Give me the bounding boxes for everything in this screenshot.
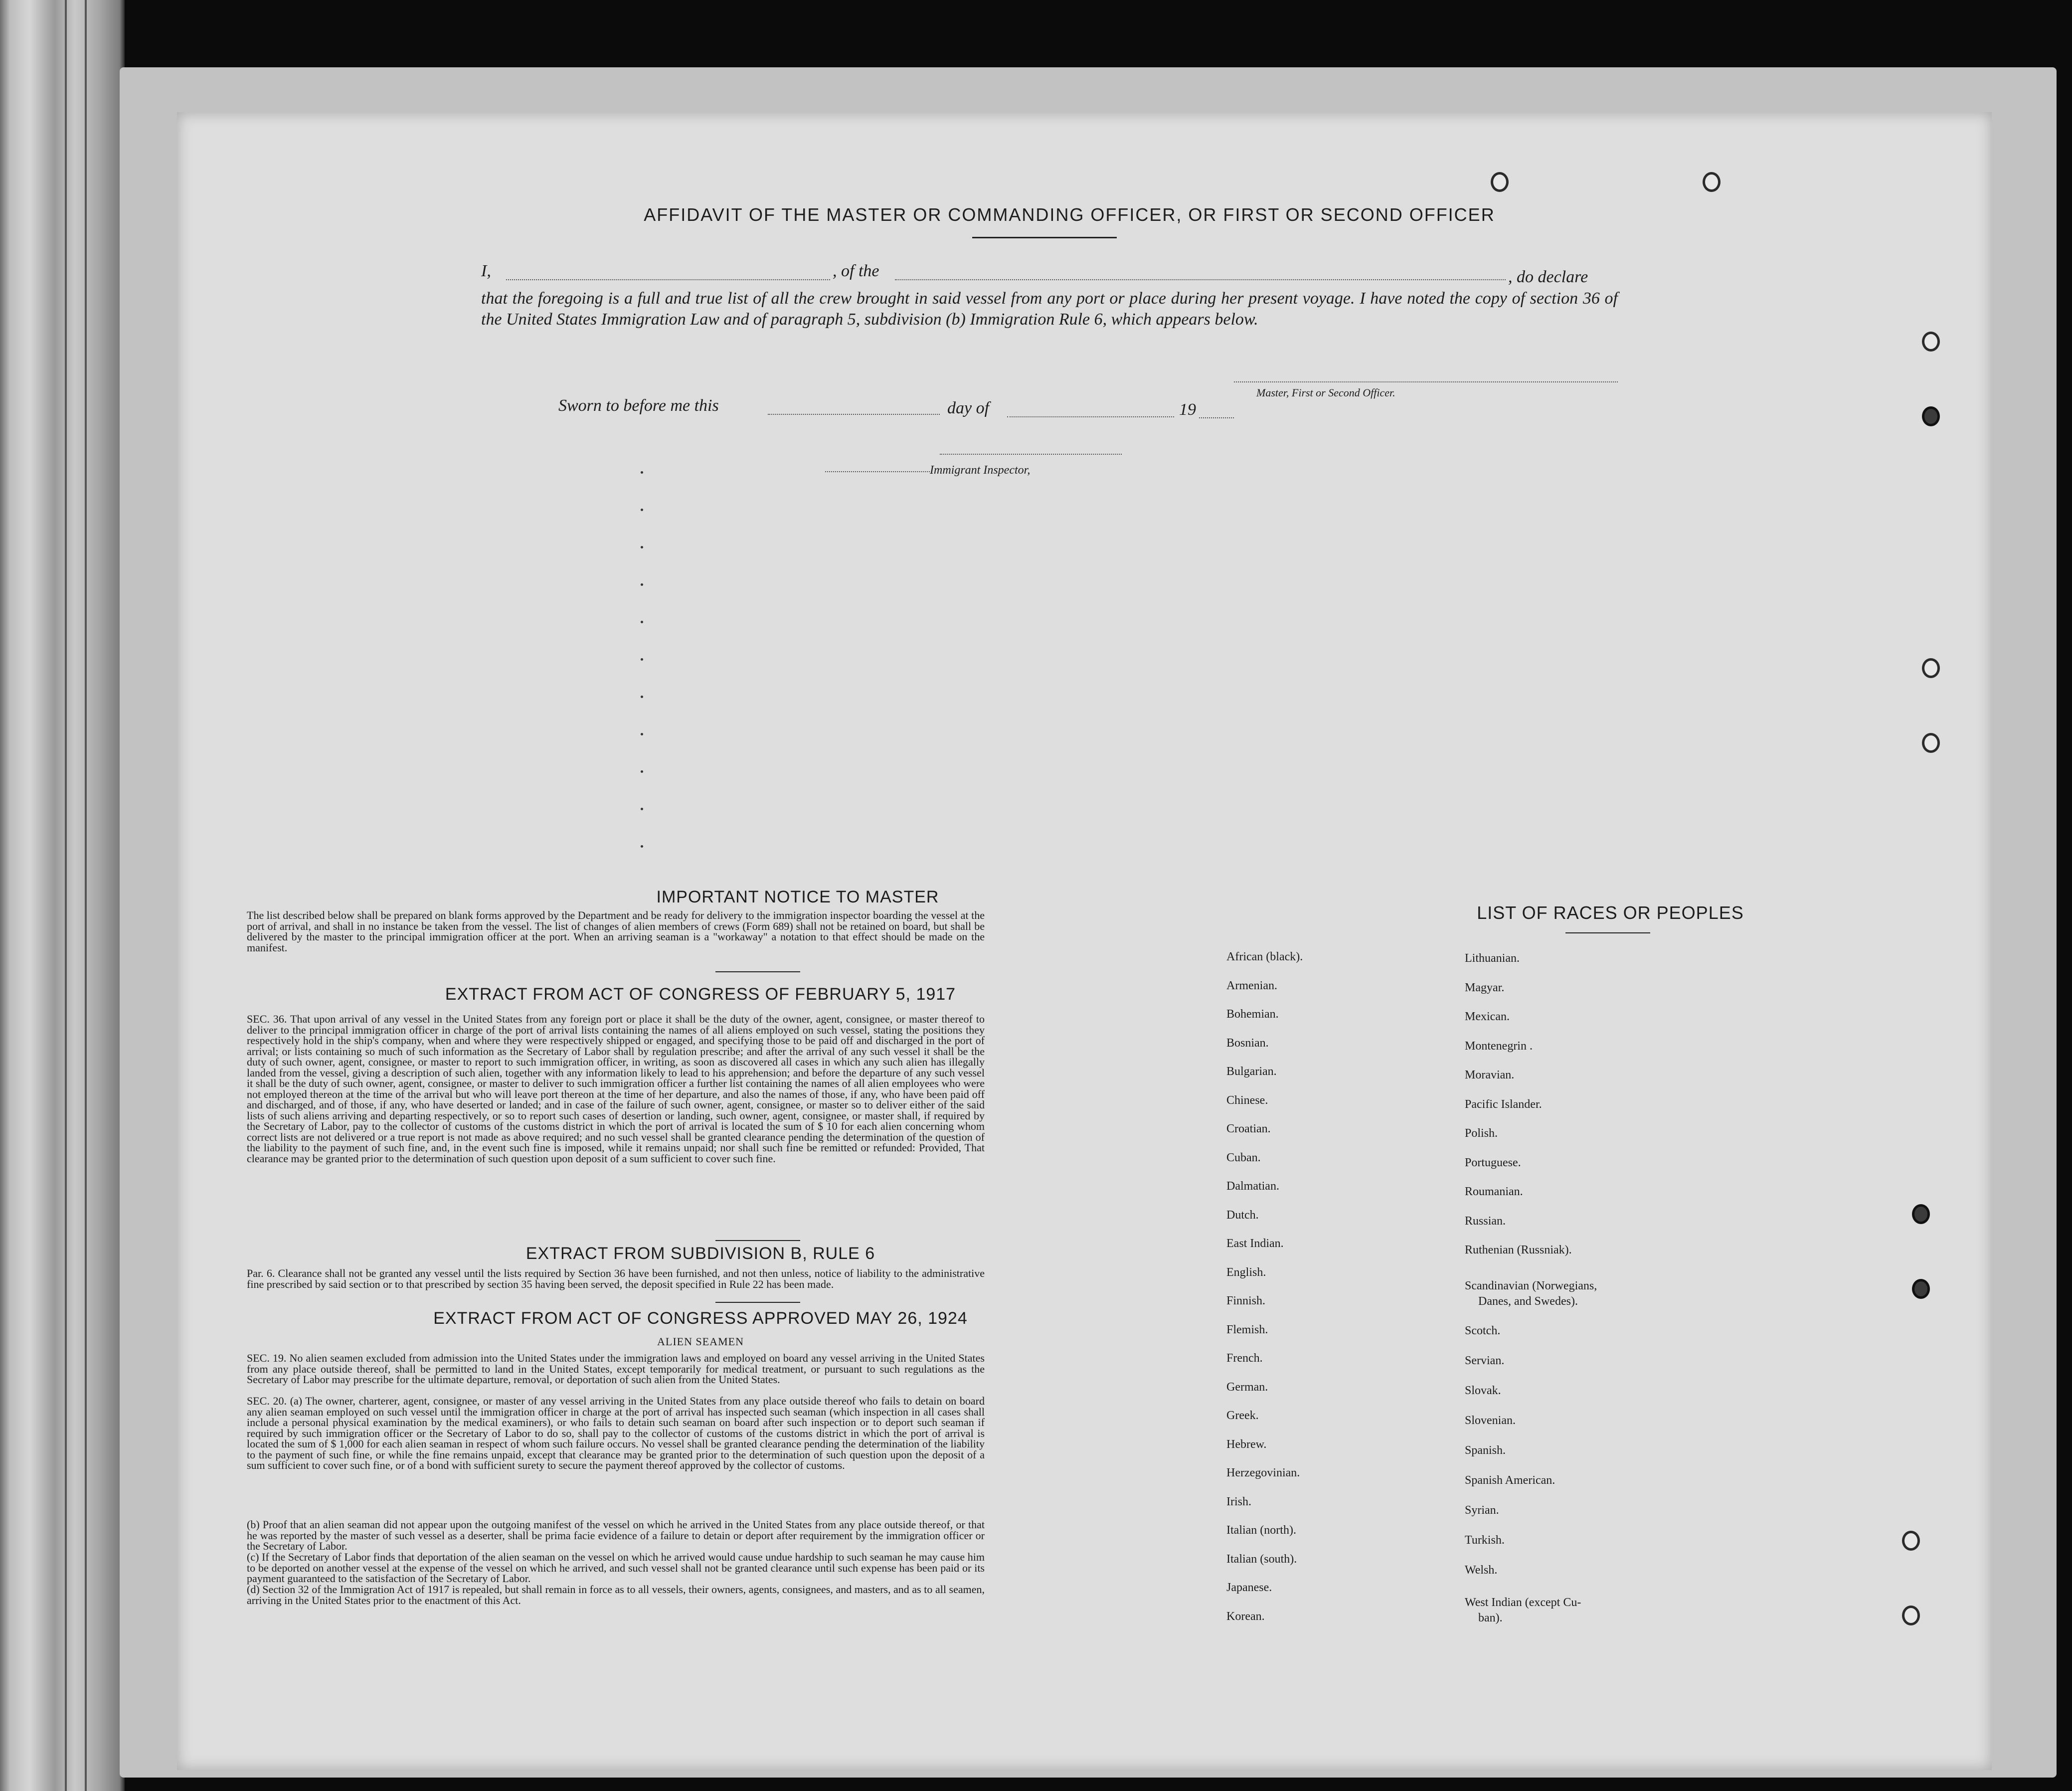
race-item: Welsh. <box>1465 1564 1498 1577</box>
race-item: Korean. <box>1226 1610 1265 1623</box>
notice-text: The list described below shall be prepared on blank forms approved by the Department and be ready for delivery to the immigration inspector boarding the vessel at the port of arrival, and shall in no instance be taken from the vessel. The list of changes of alien members of crews (Form 689) shall not be retained on board, but shall be delivered by the master to the principal immigration officer at the port. When an arriving seaman is a "workaway" a notation to that effect should be made on the manifest. <box>247 909 985 954</box>
dot-marker <box>641 621 643 623</box>
punch-hole <box>1912 1279 1930 1299</box>
race-item: Pacific Islander. <box>1465 1098 1542 1111</box>
race-item: Roumanian. <box>1465 1185 1523 1198</box>
race-item: Greek. <box>1226 1409 1259 1422</box>
extract-1924-sec20c: (c) If the Secretary of Labor finds that deportation of the alien seaman on the vessel on which he arrived would cause undue hardship to such seaman he may cause him to be deported on another vessel at the expense of the vessel on which he arrived, and such vessel shall not be granted clearance until such expense has been paid or its payment guaranteed to the satisfaction of the Secretary of Labor. <box>247 1551 985 1585</box>
punch-hole <box>1922 658 1940 678</box>
race-item: German. <box>1226 1381 1268 1394</box>
declarant-label: I, <box>481 262 491 280</box>
sworn-label: Sworn to before me this <box>558 396 719 415</box>
races-title-underline <box>1565 932 1650 933</box>
race-item: Flemish. <box>1226 1323 1268 1336</box>
race-item: Moravian. <box>1465 1069 1515 1081</box>
race-item: African (black). <box>1226 950 1303 963</box>
race-item: Scandinavian (Norwegians, <box>1465 1279 1597 1292</box>
extract-1917-divider <box>715 1240 800 1241</box>
race-item: Dutch. <box>1226 1209 1259 1222</box>
dot-marker <box>641 733 643 735</box>
race-item: Bosnian. <box>1226 1037 1269 1050</box>
punch-hole <box>1902 1531 1920 1551</box>
extract-1917-text: SEC. 36. That upon arrival of any vessel in the United States from any foreign port or place it shall be the duty of the owner, agent, consignee, or master thereof to deliver to the principal immigration officer in charge of the port of arrival lists containing the names of all aliens employed on such vessel, stating the positions they respectively hold in the ship's company, when and where they were respectively shipped or engaged, and specifying those to be paid off and discharged in the port of arrival; or lists containing so much of such information as the Secretary of Labor shall by regulation prescribe; and after the arrival of any such vessel it shall be the duty of such owner, agent, consignee, or master to report to such immigration officer, in writing, as soon as discovered all cases in which any such alien has illegally landed from the vessel, giving a description of such alien, together with any information likely to lead to his apprehension; and before the departure of any such vessel it shall be the duty of such owner, agent, consignee, or master to deliver to such immigration officer a further list containing the names of all alien employees who were not employed thereon at the time of the arrival but who will leave port thereon at the time of her departure, and also the names of those, if any, who have been paid off and discharged, and of those, if any, who have deserted or landed; and in case of the failure of such owner, agent, consignee, or master so to deliver either of the said lists of such aliens arriving and departing respectively, or so to report such cases of desertion or landing, such owner, agent, consignee, or master shall, if required by the Secretary of Labor, pay to the collector of customs of the customs district in which the port of arrival is located the sum of $ 10 for each alien concerning whom correct lists are not delivered or a true report is not made as above required; and no such vessel shall be granted clearance pending the determination of the question of the liability to the payment of such fine, and, in the event such fine is imposed, while it remains unpaid; nor shall such fine be remitted or refunded: Provided, That clearance may be granted prior to the determination of such question upon deposit of a sum sufficient to cover such fine. <box>247 1013 985 1165</box>
punch-hole <box>1922 332 1940 352</box>
race-item: Lithuanian. <box>1465 952 1520 965</box>
race-item: Italian (north). <box>1226 1524 1296 1537</box>
do-declare-label: , do declare <box>1508 268 1588 286</box>
race-item: Servian. <box>1465 1354 1505 1367</box>
race-item: Croatian. <box>1226 1122 1271 1135</box>
rule6-divider <box>715 1302 800 1303</box>
race-item: French. <box>1226 1352 1263 1365</box>
declarant-name-field[interactable] <box>506 279 830 280</box>
vessel-name-field[interactable] <box>895 279 1506 280</box>
race-item: West Indian (except Cu- <box>1465 1596 1581 1609</box>
binder-edge <box>65 0 67 1791</box>
race-item: Syrian. <box>1465 1504 1499 1517</box>
notice-title: IMPORTANT NOTICE TO MASTER <box>656 888 939 906</box>
dot-marker <box>641 845 643 848</box>
declaration-text: that the foregoing is a full and true list of all the crew brought in said vessel from any port or place during her present voyage. I have noted the copy of section 36 of the United States Immigration Law and of paragraph 5, subdivision (b) Immigration Rule 6, which appears below. <box>481 289 1618 329</box>
race-item: Herzegovinian. <box>1226 1466 1300 1479</box>
of-the-label: , of the <box>833 262 879 280</box>
race-item: Chinese. <box>1226 1094 1268 1107</box>
race-item: Cuban. <box>1226 1151 1261 1164</box>
race-item: Slovak. <box>1465 1384 1501 1397</box>
dot-marker <box>641 696 643 698</box>
dot-marker <box>641 546 643 548</box>
alien-seamen-subtitle: ALIEN SEAMEN <box>657 1335 744 1348</box>
race-item: Portuguese. <box>1465 1156 1521 1169</box>
sworn-year-field[interactable] <box>1199 417 1234 418</box>
dot-marker <box>641 583 643 586</box>
race-item: Scotch. <box>1465 1324 1501 1337</box>
dot-marker <box>641 658 643 661</box>
rule6-title: EXTRACT FROM SUBDIVISION B, RULE 6 <box>525 1244 875 1263</box>
sworn-month-field[interactable] <box>1007 416 1174 417</box>
extract-1917-title: EXTRACT FROM ACT OF CONGRESS OF FEBRUARY 5, 1917 <box>445 985 956 1004</box>
notice-divider <box>715 971 800 972</box>
extract-1924-sec20a: SEC. 20. (a) The owner, charterer, agent, consignee, or master of any vessel arriving in the United States from any place outside thereof who fails to detain on board any alien seaman employed on such vessel until the immigration officer in charge at the port of arrival has inspected such seaman (which inspection in all cases shall include a personal physical examination by the medical examiners), or who fails to detain such seaman on board after such inspection or to deport such seaman if required by such immigration officer or the Secretary of Labor to do so, shall pay to the collector of customs of the customs district in which the port of arrival is located the sum of $ 1,000 for each alien seaman in respect of whom such failure occurs. No vessel shall be granted clearance pending the determination of the liability to the payment of such fine, or while the fine remains unpaid, except that clearance may be granted prior to the determination of such question upon the deposit of a sum sufficient to cover such fine, or of a bond with sufficient surety to secure the payment thereof approved by the collector of customs. <box>247 1395 985 1471</box>
race-item: English. <box>1226 1266 1266 1279</box>
race-item: Bulgarian. <box>1226 1065 1277 1078</box>
race-item: Armenian. <box>1226 979 1277 992</box>
race-item: Irish. <box>1226 1495 1251 1508</box>
race-item: Magyar. <box>1465 981 1505 994</box>
race-item: Danes, and Swedes). <box>1478 1295 1578 1308</box>
rule6-text: Par. 6. Clearance shall not be granted any vessel until the lists required by Section 36 have been furnished, and not then unless, notice of liability to the administrative fine prescribed by said section or to that prescribed by section 35 having been served, the deposit specified in Rule 22 has been made. <box>247 1267 985 1290</box>
inspector-signature-field[interactable] <box>825 471 930 472</box>
race-item: ban). <box>1478 1612 1503 1624</box>
dot-marker <box>641 808 643 810</box>
year-label: 19 <box>1179 400 1196 419</box>
race-item: Bohemian. <box>1226 1008 1279 1021</box>
binder-strip <box>0 0 125 1791</box>
extract-1924-sec20b: (b) Proof that an alien seaman did not appear upon the outgoing manifest of the vessel on which he arrived in the United States from any place outside thereof, or that he was reported by the master of such vessel as a deserter, shall be prima facie evidence of a failure to detain or deport after requirement by the immigration officer or the Secretary of Labor. <box>247 1518 985 1552</box>
extract-1924-sec20d: (d) Section 32 of the Immigration Act of 1917 is repealed, but shall remain in force as to all vessels, their owners, agents, consignees, and masters, and as to all seamen, arriving in the United States prior to the enactment of this Act. <box>247 1583 985 1607</box>
punch-hole <box>1912 1204 1930 1224</box>
punch-hole <box>1922 733 1940 753</box>
race-item: Spanish American. <box>1465 1474 1555 1487</box>
inspector-signature-top[interactable] <box>940 454 1122 455</box>
race-item: East Indian. <box>1226 1237 1284 1250</box>
races-title: LIST OF RACES OR PEOPLES <box>1477 902 1744 923</box>
day-of-label: day of <box>947 399 990 417</box>
punch-hole <box>1902 1606 1920 1625</box>
race-item: Italian (south). <box>1226 1553 1297 1566</box>
race-item: Slovenian. <box>1465 1414 1516 1427</box>
inspector-label: Immigrant Inspector, <box>930 464 1031 477</box>
punch-hole <box>1491 172 1509 192</box>
punch-hole <box>1922 406 1940 426</box>
dot-marker <box>641 471 643 474</box>
dot-marker <box>641 509 643 511</box>
extract-1924-title: EXTRACT FROM ACT OF CONGRESS APPROVED MAY 26, 1924 <box>433 1309 968 1328</box>
race-item: Dalmatian. <box>1226 1180 1279 1193</box>
race-item: Russian. <box>1465 1215 1506 1228</box>
race-item: Hebrew. <box>1226 1438 1267 1451</box>
race-item: Spanish. <box>1465 1444 1506 1457</box>
dot-marker <box>641 770 643 773</box>
title-underline <box>972 237 1117 238</box>
race-item: Turkish. <box>1465 1534 1505 1547</box>
race-item: Montenegrin . <box>1465 1040 1533 1053</box>
master-signature-field[interactable] <box>1234 381 1618 382</box>
document-sheet <box>177 112 1992 1770</box>
punch-hole <box>1703 172 1721 192</box>
binder-edge <box>85 0 87 1791</box>
sworn-day-field[interactable] <box>768 414 940 415</box>
race-item: Polish. <box>1465 1127 1498 1140</box>
race-item: Ruthenian (Russniak). <box>1465 1244 1572 1256</box>
race-item: Finnish. <box>1226 1294 1266 1307</box>
affidavit-title: AFFIDAVIT OF THE MASTER OR COMMANDING OFFICER, OR FIRST OR SECOND OFFICER <box>644 204 1495 225</box>
race-item: Japanese. <box>1226 1581 1272 1594</box>
master-label: Master, First or Second Officer. <box>1256 386 1395 399</box>
extract-1924-sec19: SEC. 19. No alien seamen excluded from admission into the United States under the immigration laws and employed on board any vessel arriving in the United States from any place outside thereof, shall be permitted to land in the United States, except temporarily for medical treatment, or pursuant to such regulations as the Secretary of Labor may prescribe for the ultimate departure, removal, or deportation of such alien from the United States. <box>247 1352 985 1386</box>
race-item: Mexican. <box>1465 1010 1510 1023</box>
